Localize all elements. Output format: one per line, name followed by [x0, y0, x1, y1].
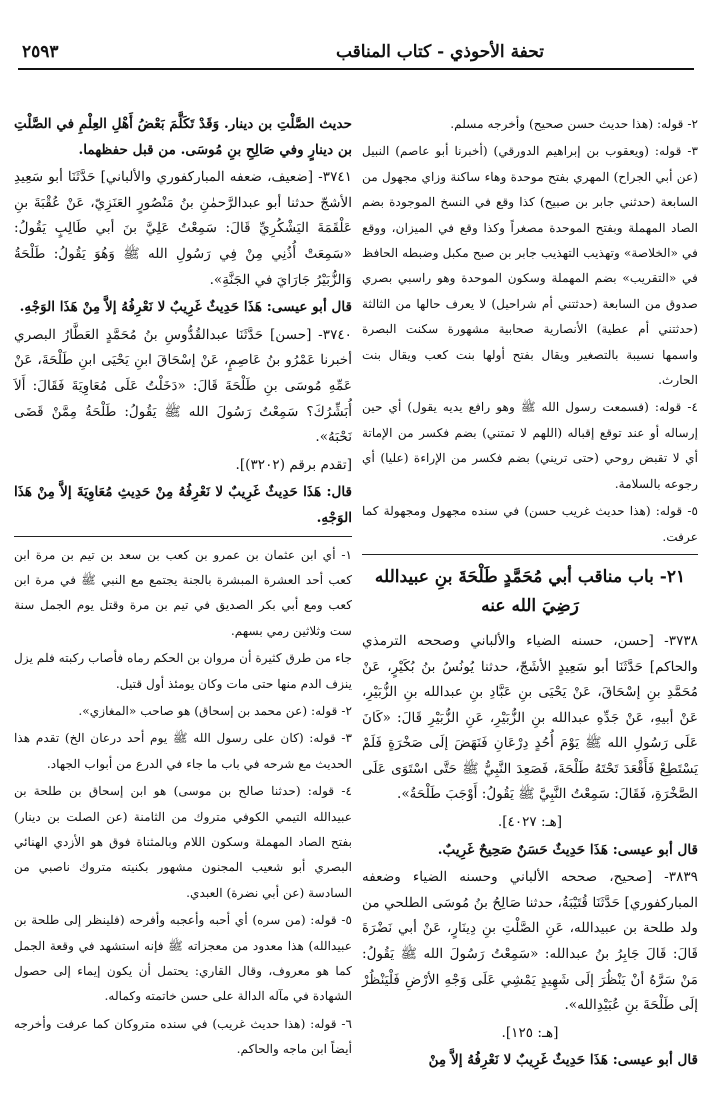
page-header	[18, 28, 694, 68]
footnote: ٤- قوله: (فسمعت رسول الله ﷺ وهو رافع يديه يقول) أي حين إرساله أو عند توقع إقباله (اللهم لا تمتني) بضم فكسر من الإماتة أي لا تقبض روحي (حتى تريني) بضم فكسر من الإراءة (عليا) أي رجوعه بالسلامة.	[362, 400, 698, 491]
hadith-grading: قال أبو عيسى: هَذَا حَدِيثٌ غَرِيبٌ لا نَعْرِفُهُ إلاَّ مِنْ هَذَا الوَجْهِ.	[19, 299, 352, 316]
hadith-text: ٣٨٣٩- [صحيح، صححه الألباني وحسنه الضياء وضعفه المباركفوري] حَدَّثَنَا قُتَيْبَةُ، حدثنا صَالِحُ بنُ مُوسَى الطلحي من ولد طلحة بن عبيدالله، عَنِ الصَّلْتِ بنِ دِينَارٍ، عَنْ أبي نَضْرَةَ قَالَ: قَالَ جَابِرُ بنُ عبدالله: «سَمِعْتُ رَسُولَ الله ﷺ يَقُولُ: مَنْ سَرَّهُ أنْ يَنْظُرَ إلَى شَهِيدٍ يَمْشِي عَلَى وَجْهِ الأرْضِ فَلْيَنْظُرْ إلَى طَلْحَةَ بنِ عُبَيْدِالله».	[362, 869, 698, 1014]
footnote: جاء من طرق كثيرة أن مروان بن الحكم رماه فأصاب ركبته فلم يزل ينزف الدم منها حتى مات وكان يومئذ أول قتيل.	[14, 651, 352, 691]
hadith-text: ٣٧٣٨- [حسن، حسنه الضياء والألباني وصححه الترمذي والحاكم] حَدَّثَنَا أبو سَعِيدٍ الأشَجّ، حدثنا يُونُسُ بنُ بُكَيْرٍ، عَنْ مُحَمَّدِ بنِ إسْحَاقَ، عَنْ يَحْيَى بنِ عَبَّادِ بنِ عبدالله بنِ الزُّبَيْرِ، عَنْ أبيهِ، عَنْ جَدِّهِ عبدالله بنِ الزُّبَيْرِ، عَنِ الزُّبَيْرِ قَالَ: «كَانَ عَلَى رَسُولِ الله ﷺ يَوْمَ أُحُدٍ دِرْعَانِ فَنَهَضَ إلَى صَخْرَةٍ فَلَمْ يَسْتَطِعْ فَأَقْعَدَ تَحْتَهُ طَلْحَةَ، فَصَعِدَ النَّبِيُّ ﷺ حَتَّى اسْتَوَى عَلَى الصَّخْرَةِ، فَقَالَ: سَمِعْتُ النَّبِيَّ ﷺ يَقُولُ: أَوْجَبَ طَلْحَةُ».	[362, 632, 698, 803]
footnote: ١- أي ابن عثمان بن عمرو بن كعب بن سعد بن تيم بن مرة ابن كعب أحد العشرة المبشرة بالجنة يجتمع مع النبي ﷺ في مرة ابن كعب ومع أبي بكر الصديق في تيم بن مرة وقتل يوم الجمل سنة ست وثلاثين رمي بسهم.	[14, 547, 352, 638]
footnote: ٥- قوله: (هذا حديث غريب حسن) في سنده مجهول ومجهولة كما عرفت.	[362, 504, 698, 544]
footnote-divider	[14, 536, 352, 537]
hadith-text: حديث الصَّلْتِ بن دينار. وَقَدْ تَكَلَّمَ بَعْضُ أَهْلِ العِلْمِ في الصَّلْتِ بن دينارٍ وفي صَالِحِ بنِ مُوسَى. من قبل حفظهما.	[14, 116, 352, 158]
section-divider	[362, 554, 698, 555]
footnote: ٥- قوله: (من سره) أي أحبه وأعجبه وأفرحه (فلينظر إلى طلحة بن عبيدالله) هذا معدود من معجزاته ﷺ فإنه استشهد في وقعة الجمل كما هو معروف، وقال القاري: يحتمل أن يكون إيماء إلى حصول الشهادة في مآله الدالة على حسن خاتمته وكماله.	[14, 913, 352, 1004]
hadith-text: ٣٧٤١- [ضعيف، ضعفه المباركفوري والألباني] حَدَّثَنَا أبو سَعِيدِ الأشجّ حدثنا أبو عبدالرَّحمٰنِ بنُ مَنْصُورٍ العَنَزِيّ، عَنْ عُقْبَةَ بنِ عَلْقَمَةَ اليَشْكُرِيِّ قَالَ: سَمِعْتُ عَلِيَّ بنَ أبي طَالِبٍ يَقُولُ: «سَمِعَتْ أُذُنِي مِنْ فِي رَسُولِ الله ﷺ وَهُوَ يَقُولُ: طَلْحَةُ وَالزُّبَيْرُ جَارَايَ في الجَنَّةِ».	[14, 169, 352, 288]
footnote: ٢- قوله: (هذا حديث حسن صحيح) وأخرجه مسلم.	[450, 117, 698, 131]
footnote: ٣- قوله: (ويعقوب بن إبراهيم الدورقي) (أخبرنا أبو عاصم) النبيل (عن أبي الجراح) المهري بفتح موحدة وهاء ساكنة وزاي مجهول من السابعة (حدثني جابر بن صبيح) كذا وقع في النسخ الموجودة بضم الصاد المهملة وبفتح الموحدة مصغراً وكذا وقع في الميزان، ووقع في «الخلاصة» وتهذيب التهذيب جابر بن صبح مكبل وضبطه الحافظ في «التقريب» بضم المهملة وسكون الموحدة وهو راسبي بصري صدوق من السابعة (حدثتني أم شراحيل) لا يعرف حالها من الثالثة (حدثتني أم عطية) الأنصارية صحابية مشهورة سكنت البصرة واسمها نسيبة بالتصغير ويقال بفتح أولها بنت كعب ويقال بنت الحارث.	[362, 144, 698, 388]
left-column	[14, 112, 352, 1065]
footnote: ٢- قوله: (عن محمد بن إسحاق) هو صاحب «المغازي».	[78, 703, 352, 718]
chapter-title: ٢١- باب مناقب أبي مُحَمَّدٍ طَلْحَةَ بنِ عبيدالله رَضِيَ الله عنه	[374, 566, 686, 616]
hadith-grading: قال أبو عيسى: هَذَا حَدِيثٌ غَرِيبٌ لا نَعْرِفُهُ إلاَّ مِنْ	[428, 1052, 698, 1069]
hadith-reference: [هـ: ٤٠٢٧].	[497, 814, 563, 831]
page-number: ٢٥٩٣	[22, 42, 59, 62]
hadith-text: ٣٧٤٠- [حسن] حَدَّثَنَا عبدالقُدُّوسِ بنُ مُحَمَّدٍ العَطَّارُ البصري أخبرنا عَمْرُو بنُ عَاصِمٍ، عَنْ إسْحَاقَ ابنِ يَحْيَى ابنِ طَلْحَةَ، عَنْ عَمِّهِ مُوسَى بنِ طَلْحَةَ قَالَ: «دَخَلْتُ عَلَى مُعَاوِيَةَ فَقَالَ: أَلاَ أُبَشِّرُكَ؟ سَمِعْتُ رَسُولَ الله ﷺ يَقُولُ: طَلْحَةُ مِمَّنْ قَضَى نَحْبَهُ».	[14, 326, 352, 446]
right-column	[362, 112, 698, 1076]
hadith-reference: [تقدم برقم (٣٢٠٢)].	[235, 456, 352, 473]
hadith-reference: [هـ: ١٢٥].	[501, 1024, 559, 1041]
hadith-grading: قال: هَذَا حَدِيثٌ غَرِيبٌ لا نَعْرِفُهُ مِنْ حَدِيثِ مُعَاوِيَةَ إلاَّ مِنْ هَذَا الوَجْهِ.	[14, 484, 352, 526]
running-title: تحفة الأحوذي - كتاب المناقب	[335, 42, 544, 62]
footnote: ٦- قوله: (هذا حديث غريب) في سنده متروكان كما عرفت وأخرجه أيضاً ابن ماجه والحاكم.	[14, 1016, 352, 1057]
footnote: ٤- قوله: (حدثنا صالح بن موسى) هو ابن إسحاق بن طلحة بن عبيدالله التيمي الكوفي متروك من الثامنة (عن الصلت بن دينار) بفتح الصاد المهملة وسكون اللام وبالمثناة فوق هو الأزدي الهنائي البصري أبو شعيب المجنون مشهور بكنيته متروك ناصبي من السادسة (عن أبي نضرة) العبدي.	[14, 784, 352, 900]
footnote: ٣- قوله: (كان على رسول الله ﷺ يوم أحد درعان الخ) تقدم هذا الحديث مع شرحه في باب ما جاء في الدرع من أبواب الجهاد.	[14, 731, 352, 771]
header-rule	[18, 68, 694, 70]
hadith-grading: قال أبو عيسى: هَذَا حَدِيثٌ حَسَنٌ صَحِيحٌ غَرِيبٌ.	[437, 841, 698, 858]
